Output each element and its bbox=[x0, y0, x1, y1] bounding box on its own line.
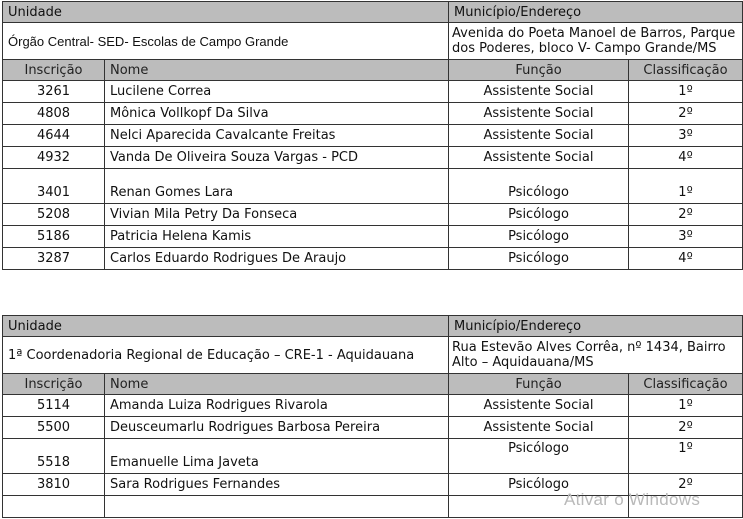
cell-nome: Renan Gomes Lara bbox=[105, 169, 449, 204]
unit-address: Rua Estevão Alves Corrêa, nº 1434, Bairro Alto – Aquidauana/MS bbox=[449, 337, 743, 374]
cell-nome: Lucilene Correa bbox=[105, 81, 449, 103]
cell-empty bbox=[105, 496, 449, 518]
cell-inscricao: 4808 bbox=[3, 103, 105, 125]
unit-header: Unidade bbox=[3, 2, 449, 23]
unit-name: 1ª Coordenadoria Regional de Educação – CRE-1 - Aquidauana bbox=[3, 337, 449, 374]
cell-funcao: Psicólogo bbox=[449, 226, 629, 248]
unit-name: Órgão Central- SED- Escolas de Campo Grande bbox=[3, 23, 449, 60]
cell-funcao: Assistente Social bbox=[449, 417, 629, 439]
city-header: Município/Endereço bbox=[449, 316, 743, 337]
cell-funcao: Psicólogo bbox=[449, 439, 629, 474]
cell-nome: Vivian Mila Petry Da Fonseca bbox=[105, 204, 449, 226]
cell-funcao: Psicólogo bbox=[449, 204, 629, 226]
city-header: Município/Endereço bbox=[449, 2, 743, 23]
cell-nome: Patricia Helena Kamis bbox=[105, 226, 449, 248]
cell-nome: Amanda Luiza Rodrigues Rivarola bbox=[105, 395, 449, 417]
col-inscricao: Inscrição bbox=[3, 374, 105, 395]
unit-header: Unidade bbox=[3, 316, 449, 337]
table-row bbox=[3, 226, 743, 248]
table-row bbox=[3, 147, 743, 169]
cell-funcao: Assistente Social bbox=[449, 125, 629, 147]
cell-classificacao: 2º bbox=[629, 103, 743, 125]
cell-classificacao: 2º bbox=[629, 474, 743, 496]
col-classificacao: Classificação bbox=[629, 60, 743, 81]
cell-inscricao: 4644 bbox=[3, 125, 105, 147]
windows-activation-watermark: Ativar o Windows bbox=[564, 490, 701, 509]
cell-inscricao: 3810 bbox=[3, 474, 105, 496]
cell-classificacao: 3º bbox=[629, 125, 743, 147]
classification-table-1 bbox=[2, 1, 743, 270]
cell-empty bbox=[3, 496, 105, 518]
cell-classificacao: 1º bbox=[629, 439, 743, 474]
cell-inscricao: 4932 bbox=[3, 147, 105, 169]
cell-inscricao: 3401 bbox=[3, 169, 105, 204]
cell-classificacao: 1º bbox=[629, 169, 743, 204]
table-row bbox=[3, 417, 743, 439]
cell-nome: Emanuelle Lima Javeta bbox=[105, 439, 449, 474]
unit-address: Avenida do Poeta Manoel de Barros, Parque dos Poderes, bloco V- Campo Grande/MS bbox=[449, 23, 743, 60]
col-nome: Nome bbox=[105, 374, 449, 395]
cell-funcao: Psicólogo bbox=[449, 248, 629, 270]
cell-funcao: Assistente Social bbox=[449, 81, 629, 103]
col-classificacao: Classificação bbox=[629, 374, 743, 395]
cell-funcao: Psicólogo bbox=[449, 169, 629, 204]
cell-classificacao: 2º bbox=[629, 204, 743, 226]
cell-inscricao: 5500 bbox=[3, 417, 105, 439]
cell-funcao: Assistente Social bbox=[449, 395, 629, 417]
cell-inscricao: 5114 bbox=[3, 395, 105, 417]
col-inscricao: Inscrição bbox=[3, 60, 105, 81]
cell-inscricao: 5518 bbox=[3, 439, 105, 474]
table-row bbox=[3, 248, 743, 270]
cell-classificacao: 2º bbox=[629, 417, 743, 439]
cell-nome: Carlos Eduardo Rodrigues De Araujo bbox=[105, 248, 449, 270]
table-row bbox=[3, 395, 743, 417]
cell-nome: Nelci Aparecida Cavalcante Freitas bbox=[105, 125, 449, 147]
cell-nome: Vanda De Oliveira Souza Vargas - PCD bbox=[105, 147, 449, 169]
cell-classificacao: 4º bbox=[629, 248, 743, 270]
cell-inscricao: 3287 bbox=[3, 248, 105, 270]
cell-classificacao: 1º bbox=[629, 81, 743, 103]
table-row bbox=[3, 439, 743, 474]
col-funcao: Função bbox=[449, 374, 629, 395]
table-row bbox=[3, 103, 743, 125]
table-row bbox=[3, 204, 743, 226]
cell-inscricao: 5186 bbox=[3, 226, 105, 248]
cell-classificacao: 4º bbox=[629, 147, 743, 169]
cell-funcao: Assistente Social bbox=[449, 147, 629, 169]
table-row bbox=[3, 81, 743, 103]
col-nome: Nome bbox=[105, 60, 449, 81]
cell-nome: Deusceumarlu Rodrigues Barbosa Pereira bbox=[105, 417, 449, 439]
cell-inscricao: 3261 bbox=[3, 81, 105, 103]
cell-funcao: Assistente Social bbox=[449, 103, 629, 125]
cell-nome: Mônica Vollkopf Da Silva bbox=[105, 103, 449, 125]
cell-nome: Sara Rodrigues Fernandes bbox=[105, 474, 449, 496]
classification-table-2 bbox=[2, 315, 743, 518]
cell-classificacao: 3º bbox=[629, 226, 743, 248]
cell-inscricao: 5208 bbox=[3, 204, 105, 226]
col-funcao: Função bbox=[449, 60, 629, 81]
table-row bbox=[3, 169, 743, 204]
table-row bbox=[3, 125, 743, 147]
cell-classificacao: 1º bbox=[629, 395, 743, 417]
cell-funcao: Psicólogo bbox=[449, 474, 629, 496]
